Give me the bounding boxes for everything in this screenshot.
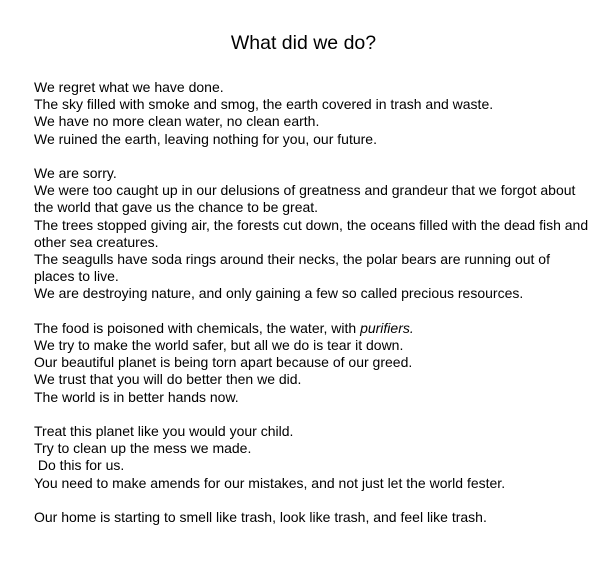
poem-line: Do this for us. [34,457,125,474]
poem-line: We are destroying nature, and only gaining a few so called precious resources. [34,285,524,302]
document-title: What did we do? [230,32,377,54]
stanza-2 [34,165,594,303]
stanza-1 [34,79,594,148]
poem-line [34,320,594,337]
emphasized-word: purifiers. [360,319,414,336]
poem-line: The trees stopped giving air, the forests cut down, the oceans filled with the dead fish and other sea creatures. [34,216,589,250]
poem-line: We trust that you will do better then we did. [34,371,302,388]
poem-line: The seagulls have soda rings around their necks, the polar bears are running out of places to live. [34,251,550,285]
poem-line: You need to make amends for our mistakes, and not just let the world fester. [34,474,506,491]
poem-line: We have no more clean water, no clean earth. [34,113,320,130]
stanza-3 [34,320,594,406]
poem-line: We were too caught up in our delusions of greatness and grandeur that we forgot about the world that gave us the chance to be great. [34,182,576,216]
poem-line-text: The food is poisoned with chemicals, the water, with [34,319,361,336]
poem-line: Treat this planet like you would your child. [34,423,294,440]
poem-line: We regret what we have done. [34,79,224,95]
stanza-5 [34,509,594,526]
poem-line: The world is in better hands now. [34,388,239,405]
poem-line: The sky filled with smoke and smog, the earth covered in trash and waste. [34,96,494,113]
stanza-4 [34,423,594,492]
poem-line: We ruined the earth, leaving nothing for you, our future. [34,130,377,147]
poem-line: Our beautiful planet is being torn apart because of our greed. [34,354,413,371]
poem-body [34,79,594,543]
poem-line: Try to clean up the mess we made. [34,440,252,457]
poem-line: We are sorry. [34,165,117,181]
poem-line: Our home is starting to smell like trash, look like trash, and feel like trash. [34,509,487,526]
poem-line: We try to make the world safer, but all we do is tear it down. [34,337,404,354]
